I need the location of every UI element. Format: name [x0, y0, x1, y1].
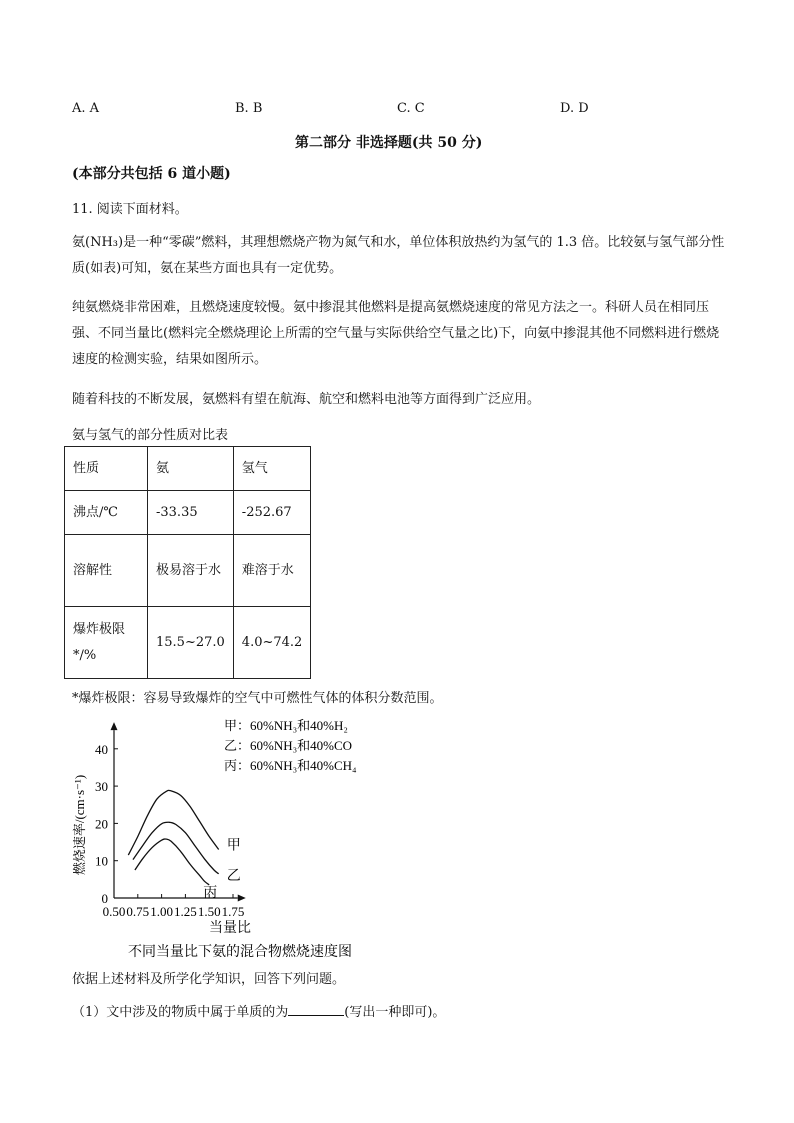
- option-a: A. A: [72, 101, 100, 116]
- chart-lines: [128, 790, 240, 901]
- x-tick-label: 0.75: [126, 904, 150, 919]
- series-label: 乙: [226, 868, 241, 884]
- y-tick-label: 30: [95, 779, 108, 795]
- table-cell: -33.35: [148, 491, 234, 535]
- x-tick-label: 0.50: [102, 904, 126, 919]
- x-axis-label: 当量比: [209, 921, 251, 936]
- table-cell: 15.5~27.0: [148, 607, 234, 679]
- series-line-3: [135, 839, 209, 885]
- series-line-2: [133, 822, 219, 874]
- legend-entry: 乙：60%NH₃和40%CO: [224, 738, 353, 753]
- footnote: *爆炸极限：容易导致爆炸的空气中可燃性气体的体积分数范围。: [72, 691, 443, 706]
- table-header-row: [65, 447, 311, 491]
- answer-blank[interactable]: [288, 1003, 344, 1016]
- y-axis-label: 燃烧速率/(cm·s⁻¹): [72, 774, 87, 876]
- y-axis-arrow: [111, 722, 118, 730]
- y-tick-label: 0: [101, 891, 108, 906]
- y-tick-label: 40: [95, 741, 108, 757]
- option-c: C. C: [397, 101, 425, 116]
- chart-ticks: [95, 742, 244, 919]
- x-tick-label: 1.25: [174, 904, 197, 919]
- y-tick-label: 10: [95, 853, 108, 869]
- table-row: [65, 535, 311, 607]
- question-1-prefix: （1）文中涉及的物质中属于单质的为: [72, 1005, 289, 1020]
- legend-entry: 甲：60%NH₃和40%H₂: [224, 718, 348, 733]
- chart-legend: [224, 718, 357, 773]
- x-tick-label: 1.50: [197, 904, 221, 919]
- table-cell: 4.0~74.2: [233, 607, 311, 679]
- table-header-cell: 性质: [65, 447, 148, 491]
- series-label: 甲: [226, 838, 241, 854]
- paragraph-2: 纯氨燃烧非常困难，且燃烧速度较慢。氨中掺混其他燃料是提高氨燃烧速度的常见方法之一。科研人员在相同压强、不同当量比(燃料完全燃烧理论上所需的空气量与实际供给空气量之比)下，向氨中掺混其他不同燃料进行燃烧速度的检测实验，结果如图所示。: [72, 300, 720, 367]
- x-tick-label: 1.75: [221, 904, 245, 919]
- table-cell: 沸点/℃: [65, 491, 148, 535]
- table-cell: 极易溶于水: [148, 535, 234, 607]
- section-note: (本部分共包括 6 道小题): [72, 166, 231, 182]
- series-label: 丙: [203, 885, 218, 901]
- legend-entry: 丙：60%NH₃和40%CH₄: [224, 758, 357, 773]
- x-tick-label: 1.00: [150, 904, 173, 919]
- table-header-cell: 氢气: [233, 447, 311, 491]
- section-title: 第二部分 非选择题(共 50 分): [295, 135, 483, 151]
- question-header: 11. 阅读下面材料。: [72, 202, 188, 217]
- table-cell: 爆炸极限*/%: [65, 607, 148, 679]
- table-header-cell: 氨: [148, 447, 234, 491]
- table-cell: 溶解性: [65, 535, 148, 607]
- table-caption: 氨与氢气的部分性质对比表: [72, 428, 229, 443]
- question-1: [72, 1001, 445, 1020]
- table-row: [65, 607, 311, 679]
- chart-title: 不同当量比下氨的混合物燃烧速度图: [128, 945, 352, 960]
- option-d: D. D: [560, 101, 589, 116]
- prompt: 依据上述材料及所学化学知识，回答下列问题。: [72, 972, 346, 987]
- combustion-rate-chart: [60, 710, 400, 965]
- paragraph-1: 氨(NH₃)是一种“零碳”燃料，其理想燃烧产物为氮气和水，单位体积放热约为氢气的 1.3 倍。比较氨与氢气部分性质(如表)可知，氨在某些方面也具有一定优势。: [72, 235, 725, 276]
- paragraph-3: 随着科技的不断发展，氨燃料有望在航海、航空和燃料电池等方面得到广泛应用。: [72, 392, 541, 407]
- question-1-suffix: (写出一种即可)。: [344, 1005, 446, 1020]
- table-row: [65, 491, 311, 535]
- table-cell: -252.67: [233, 491, 311, 535]
- option-b: B. B: [235, 101, 263, 116]
- x-axis-arrow: [238, 895, 246, 902]
- y-tick-label: 20: [95, 816, 108, 832]
- properties-table: [64, 446, 311, 679]
- table-cell: 难溶于水: [233, 535, 311, 607]
